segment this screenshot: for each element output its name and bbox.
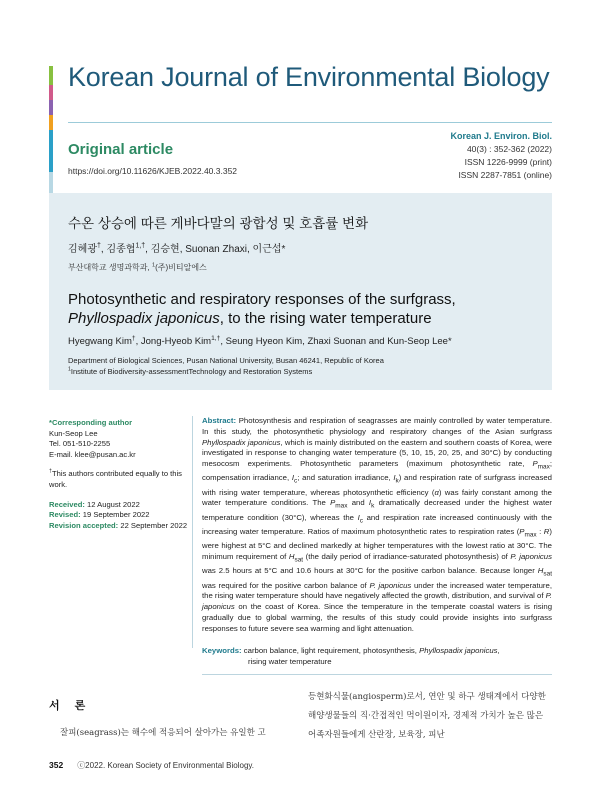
issn-online: ISSN 2287-7851 (online)	[458, 170, 552, 180]
page-footer	[49, 760, 254, 771]
english-affiliation: Department of Biological Sciences, Pusan National University, Busan 46241, Republic of Korea $^1$Institute of Biodiversity-assessmentTechnology and Restoration Systems	[68, 356, 384, 376]
keywords: Keywords: carbon balance, light requirement, photosynthesis, Phyllospadix japonicus, rising water temperature	[202, 646, 500, 666]
accent-bar-light	[49, 172, 53, 194]
korean-affiliation: 부산대학교 생명과학과, $^1$(주)비티알에스	[68, 262, 207, 272]
accent-bar-orange	[49, 115, 53, 130]
received-date: Received: 12 August 2022	[49, 499, 140, 509]
section-heading: 서 론	[49, 700, 92, 712]
equal-contribution-note: †This authors contributed equally to this work.	[49, 468, 182, 489]
corresponding-label: *Corresponding author	[49, 418, 133, 427]
body-text-right: 등현화식물(angiosperm)로서, 연안 및 하구 생태계에서 다양한 해양생물들의 직·간접적인 먹이원이자, 경제적 가치가 높은 많은 어족자원들에게 산란장, 보육장, 피난	[308, 692, 546, 740]
corresponding-tel: Tel. 051-510-2255	[49, 439, 111, 449]
header-divider	[68, 122, 552, 123]
english-title: Photosynthetic and respiratory responses of the surfgrass, Phyllospadix japonicus, to the rising water temperature	[68, 291, 456, 327]
accent-bar-green	[49, 66, 53, 85]
accepted-date: Revision accepted: 22 September 2022	[49, 520, 188, 530]
corresponding-name: Kun-Seop Lee	[49, 428, 98, 438]
body-text-left: 잘피(seagrass)는 해수에 적응되어 살아가는 유일한 고	[60, 728, 266, 738]
issn-print: ISSN 1226-9999 (print)	[464, 157, 552, 167]
journal-title: Korean Journal of Environmental Biology	[68, 62, 550, 92]
column-divider	[192, 416, 193, 648]
author-info-sidebar	[49, 418, 191, 531]
revised-date: Revised: 19 September 2022	[49, 510, 150, 520]
citation-block	[450, 130, 552, 182]
korean-authors: 김혜광†, 김종협$^{1,\dagger}$, 김승현, Suonan Zhaxi, 이근섭*	[68, 242, 286, 255]
journal-abbrev: Korean J. Environ. Biol.	[450, 131, 552, 141]
accent-bar-blue	[49, 130, 53, 172]
keywords-divider	[202, 674, 552, 675]
corresponding-email[interactable]: E-mail. klee@pusan.ac.kr	[49, 449, 136, 459]
korean-title: 수온 상승에 따른 게바다말의 광합성 및 호흡률 변화	[68, 216, 369, 231]
abstract: Abstract: Photosynthesis and respiration of seagrasses are mainly controlled by water temperature. In this study, the photosynthetic physiology and respiratory changes of the Asian surfgrass Phyllospadix japonicus, which is mainly distributed on the eastern and southern coasts of Korea, were investigated in response to changing water temperature (5, 10, 15, 20, 25, and 30°C) by conducting mesocosm experiments. Photosynthetic parameters (maximum photosynthetic rate, $P_{max}$; compensation irradiance, $I_c$; and saturation irradiance, $I_k$) and respiration rate of surfgrass increased with rising water temperature, whereas photosynthetic efficiency (α) was fairly constant among the water temperature conditions. The $P_{max}$ and $I_k$ dramatically decreased under the highest water temperature condition (30°C), whereas the $I_c$ and respiration rate increased continuously with the increasing water temperature. Ratios of maximum photosynthetic rates to respiration rates ($P_{max}$ : R) were highest at 5°C and declined markedly at higher temperatures with the lowest ratio at 30°C. The minimum requirement of $H_{sat}$ (the daily period of irradiance-saturated photosynthesis) of P. japonicus was 2.5 hours at 5°C and 10.6 hours at 30°C for the positive carbon balance. Because longer $H_{sat}$ was required for the positive carbon balance of P. japonicus under the increased water temperature, the rising water temperature should have negatively affected the growth, distribution, and survival of P. japonicus on the coast of Korea. Since the temperature in the temperate coastal waters is rising gradually due to global warming, the results of this study could provide insights into surfgrass responses to future severe sea warming and light attenuation.	[202, 416, 552, 633]
volume-pages: 40(3) : 352-362 (2022)	[466, 144, 552, 154]
accent-bar-purple	[49, 100, 53, 115]
accent-bar-pink	[49, 85, 53, 100]
copyright: ⓒ2022. Korean Society of Environmental Biology.	[77, 761, 255, 770]
page-number: 352	[49, 760, 64, 770]
english-authors: Hyegwang Kim†, Jong-Hyeob Kim$^{1,\dagger}$, Seung Hyeon Kim, Zhaxi Suonan and Kun-Seop Lee*	[68, 334, 452, 347]
article-type: Original article	[68, 141, 174, 158]
doi-link[interactable]: https://doi.org/10.11626/KJEB.2022.40.3.352	[68, 166, 238, 176]
